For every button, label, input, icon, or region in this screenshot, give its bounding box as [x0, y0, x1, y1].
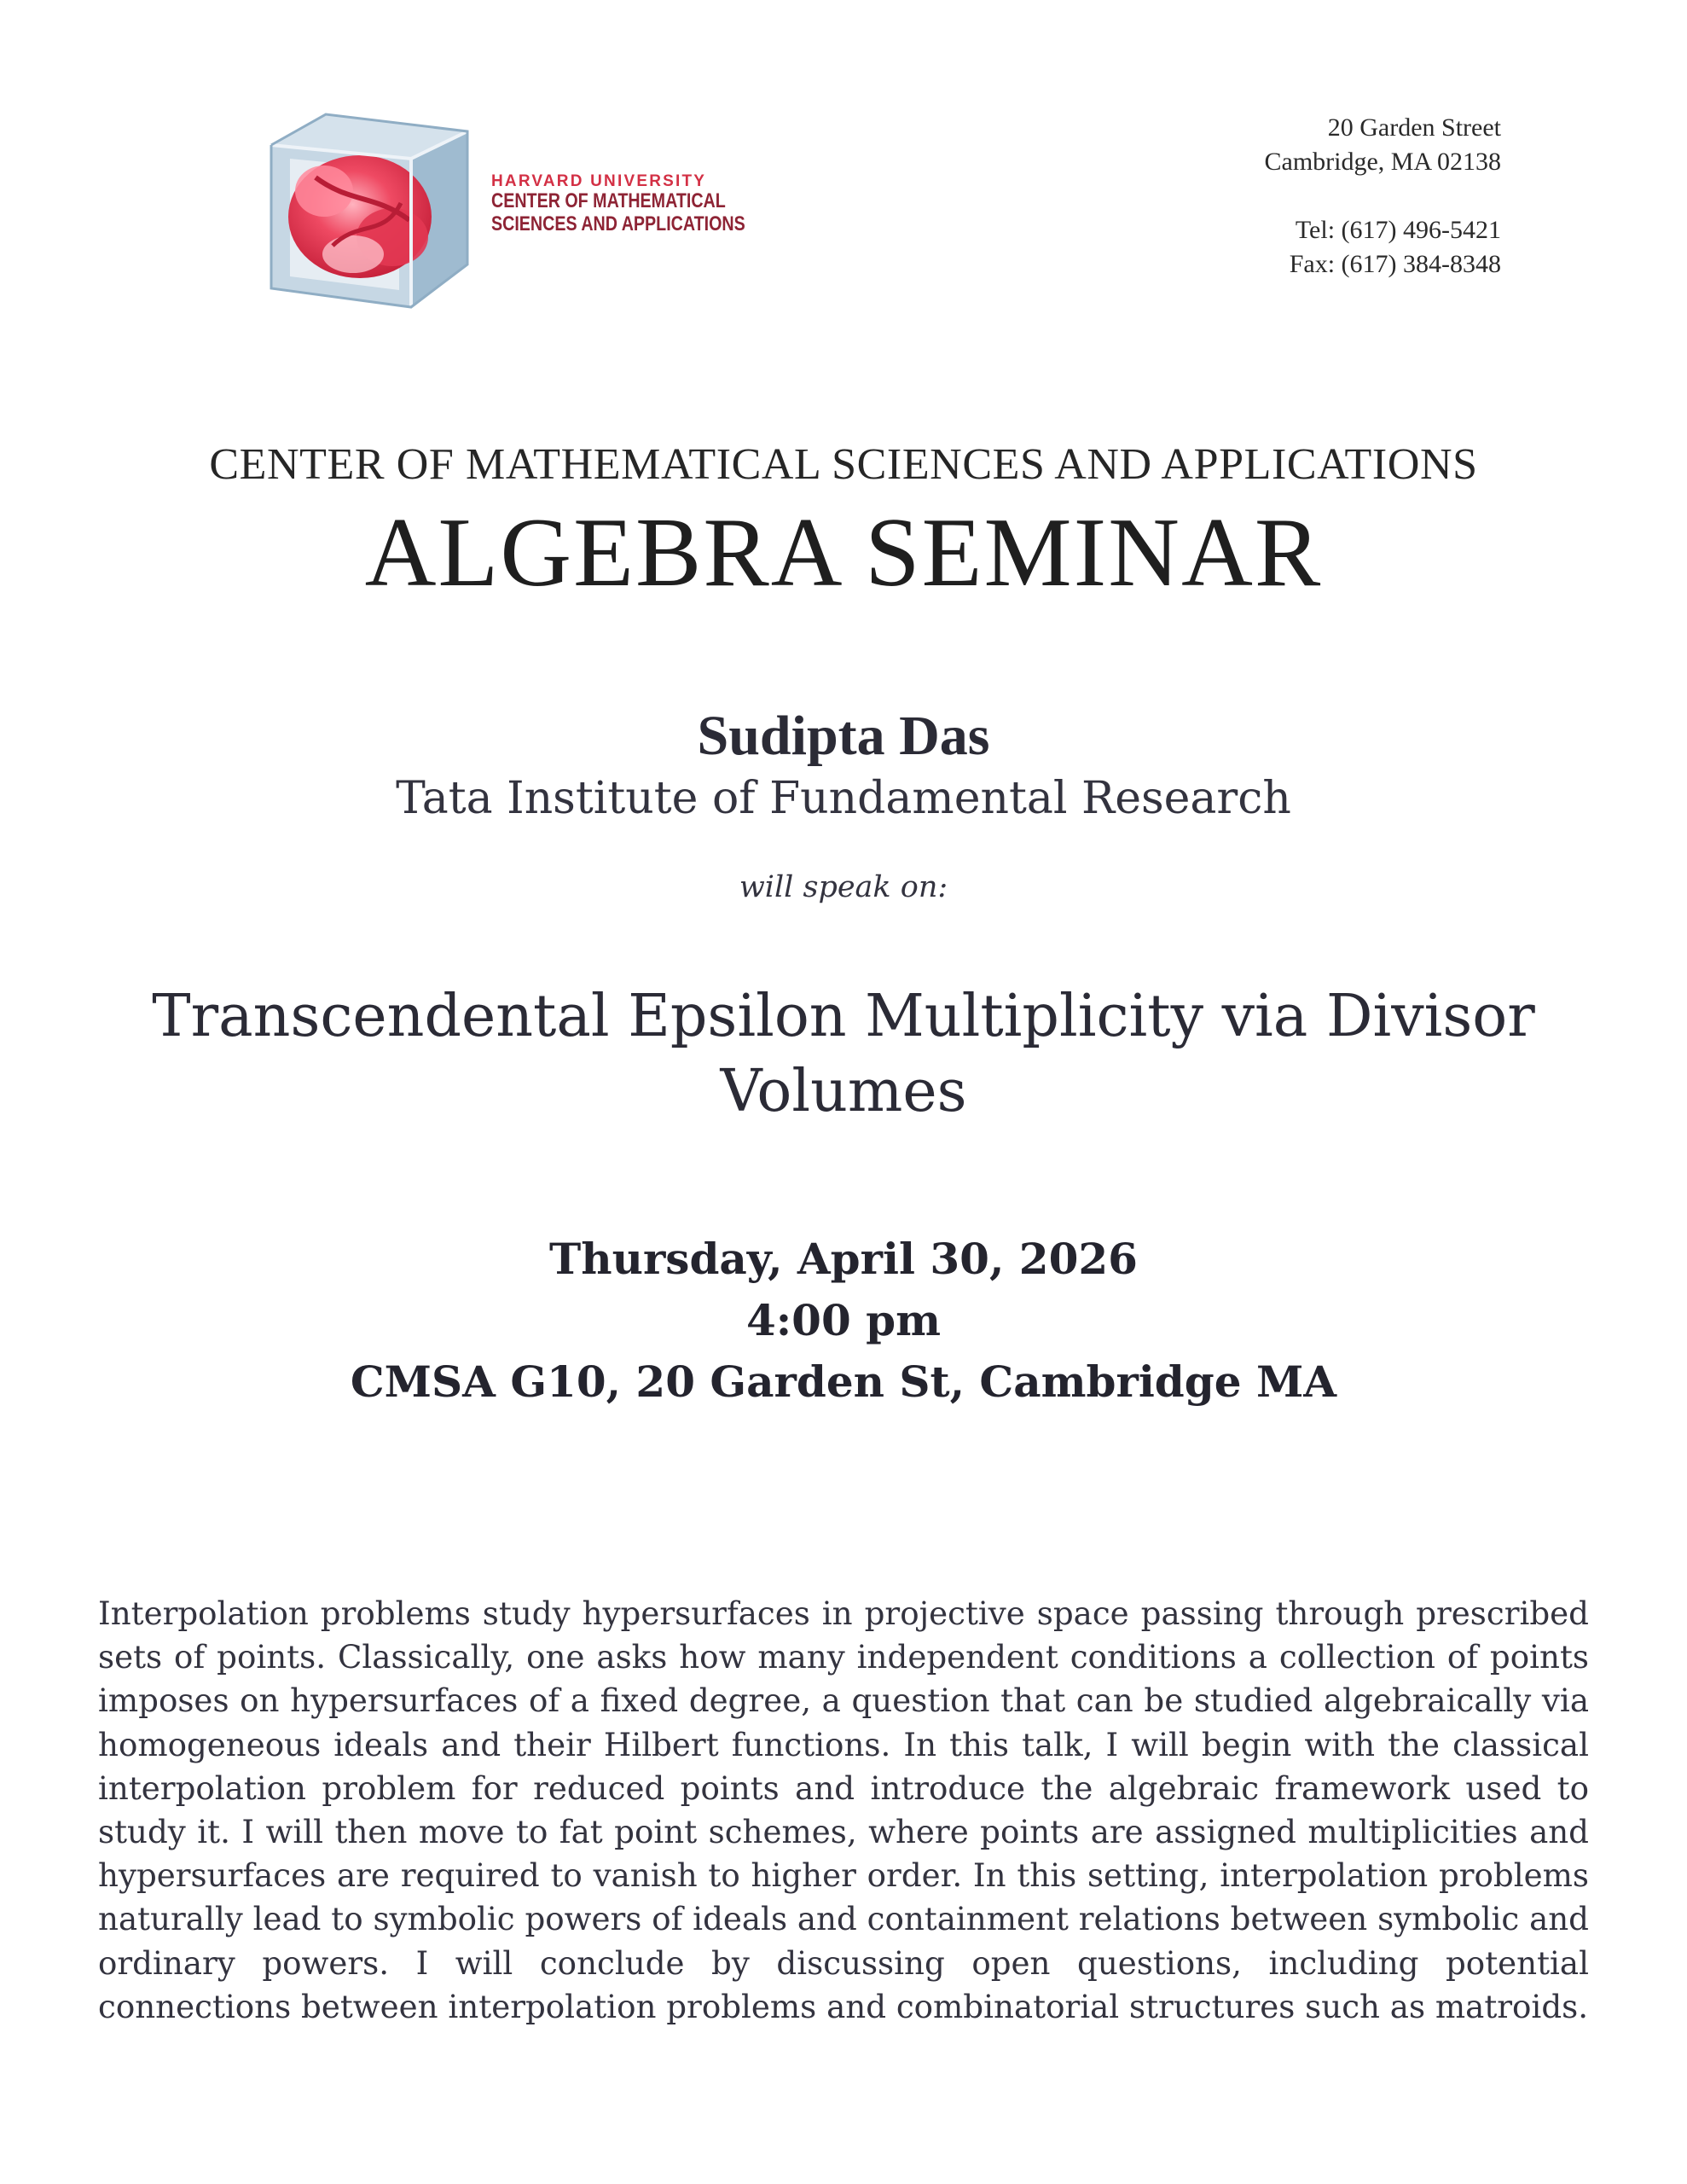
cmsa-logo-icon [264, 109, 476, 314]
event-location: CMSA G10, 20 Garden St, Cambridge MA [350, 1356, 1337, 1407]
logo-wordmark [491, 172, 801, 236]
org-title: CENTER OF MATHEMATICAL SCIENCES AND APPLICATIONS [209, 440, 1478, 489]
address-tel: Tel: (617) 496-5421 [1295, 216, 1501, 244]
event-details [0, 1228, 1687, 1413]
speaker-name: Sudipta Das [697, 705, 990, 767]
logo-sciences-line: SCIENCES AND APPLICATIONS [491, 212, 745, 236]
contact-address [1265, 111, 1502, 282]
address-street: 20 Garden Street [1327, 113, 1501, 142]
event-date: Thursday, April 30, 2026 [549, 1234, 1138, 1284]
talk-title: Transcendental Epsilon Multiplicity via Divisor Volumes [152, 983, 1535, 1125]
abstract-text: Interpolation problems study hypersurfaces in projective space passing through prescribed sets of points. Classically, one asks how many independent conditions a collection of points imposes on hypersurfaces of a fixed degree, a question that can be studied algebraically via homogeneous ideals and their Hilbert functions. In this talk, I will begin with the classical interpolation problem for reduced points and introduce the algebraic framework used to study it. I will then move to fat point schemes, where points are assigned multiplicities and hypersurfaces are required to vanish to higher order. In this setting, interpolation problems naturally lead to symbolic powers of ideals and containment relations between symbolic and ordinary powers. I will conclude by discussing open questions, including potential connections between interpolation problems and combinatorial structures such as matroids. [98, 1594, 1589, 2025]
logo-university: HARVARD UNIVERSITY [491, 172, 707, 190]
will-speak-label: will speak on: [739, 870, 948, 904]
address-fax: Fax: (617) 384-8348 [1289, 250, 1501, 278]
event-time: 4:00 pm [745, 1295, 942, 1345]
speaker-institution: Tata Institute of Fundamental Research [396, 773, 1291, 824]
logo-center-line: CENTER OF MATHEMATICAL [491, 189, 726, 213]
address-city: Cambridge, MA 02138 [1264, 148, 1501, 176]
seminar-title: ALGEBRA SEMINAR [364, 498, 1323, 607]
